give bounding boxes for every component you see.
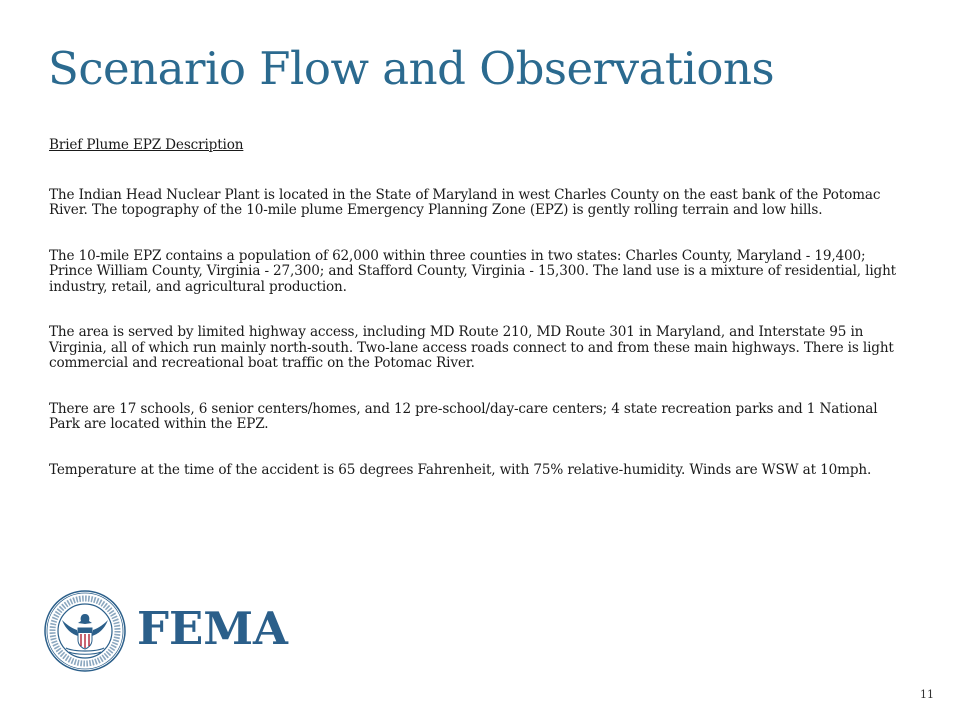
fema-logo [44,590,288,672]
slide-body [49,138,911,508]
slide-title: Scenario Flow and Observations [48,42,775,95]
paragraph-location: The Indian Head Nuclear Plant is located in the State of Maryland in west Charles County on the east bank of the Potomac River. The topography of the 10-mile plume Emergency Planning Zone (EPZ) is gently rolling terrain and low hills. [49,186,881,218]
section-heading: Brief Plume EPZ Description [49,137,244,153]
paragraph-facilities: There are 17 schools, 6 senior centers/homes, and 12 pre-school/day-care centers; 4 state recreation parks and 1 National Park are located within the EPZ. [49,400,878,432]
fema-wordmark: FEMA [137,602,288,655]
paragraph-population: The 10-mile EPZ contains a population of 62,000 within three counties in two states: Charles County, Maryland - 19,400; Prince William County, Virginia - 27,300; and Stafford County, Virginia - 15,300. The land use is a mixture of residential, light industry, retail, and agricultural production. [49,247,896,295]
dhs-seal-icon [44,590,126,672]
paragraph-highways: The area is served by limited highway access, including MD Route 210, MD Route 301 in Maryland, and Interstate 95 in Virginia, all of which run mainly north-south. Two-lane access roads connect to and from these main highways. There is light commercial and recreational boat traffic on the Potomac River. [49,324,894,371]
page-number: 11 [920,688,934,701]
paragraph-weather: Temperature at the time of the accident is 65 degrees Fahrenheit, with 75% relative-humidity. Winds are WSW at 10mph. [49,461,872,478]
